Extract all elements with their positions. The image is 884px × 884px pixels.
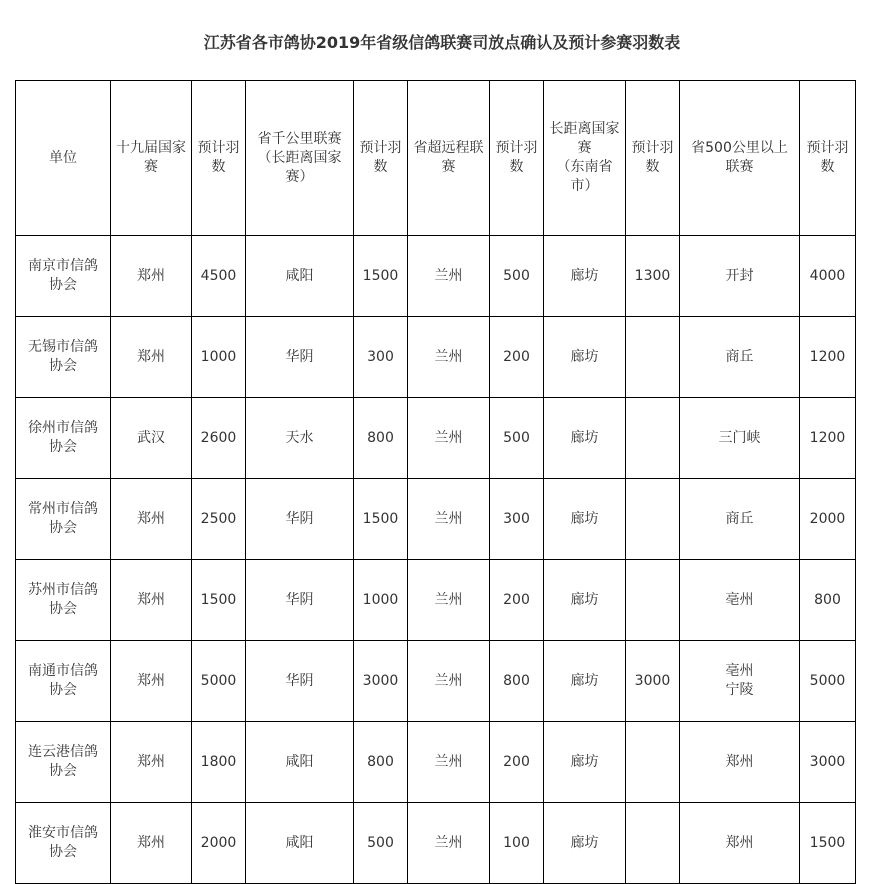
cell-ultra-long-league xyxy=(408,641,490,722)
cell-text: 赛 xyxy=(144,159,158,175)
cell-est-count-5 xyxy=(800,560,856,641)
cell-est-count-5 xyxy=(800,236,856,317)
cell-text: 开封 xyxy=(725,267,754,284)
cell-text: 郑州 xyxy=(725,753,754,770)
cell-text: 赛 xyxy=(441,159,456,175)
cell-national-race xyxy=(111,317,192,398)
cell-text: 1200 xyxy=(809,429,846,446)
cell-text: 1200 xyxy=(809,348,846,365)
cell-text: 兰州 xyxy=(434,429,463,446)
cell-text: 200 xyxy=(503,348,530,365)
cell-est-count-1 xyxy=(192,479,246,560)
cell-est-count-2 xyxy=(354,722,408,803)
cell-national-race xyxy=(111,641,192,722)
cell-ultra-long-league xyxy=(408,317,490,398)
cell-text: 预计羽 xyxy=(359,140,402,156)
cell-text: 4000 xyxy=(809,267,846,284)
cell-long-distance-se xyxy=(544,317,626,398)
table-row xyxy=(16,641,856,722)
cell-text: 南京市信鸽 xyxy=(28,258,98,274)
cell-text: 协会 xyxy=(49,358,77,374)
cell-long-distance-se xyxy=(544,398,626,479)
cell-est-count-3 xyxy=(490,803,544,884)
cell-text: 500 xyxy=(503,267,530,284)
cell-text: 800 xyxy=(367,753,394,770)
cell-text: 1500 xyxy=(200,591,237,608)
cell-text: 十九届国家 xyxy=(116,140,186,156)
cell-national-race xyxy=(111,236,192,317)
cell-text: 3000 xyxy=(362,672,399,689)
cell-ultra-long-league xyxy=(408,560,490,641)
cell-over-500km-league xyxy=(680,236,800,317)
cell-text: 协会 xyxy=(49,763,77,779)
cell-text: 300 xyxy=(503,510,530,527)
cell-ultra-long-league xyxy=(408,398,490,479)
cell-text: 兰州 xyxy=(434,510,463,527)
cell-text: 5000 xyxy=(200,672,237,689)
cell-text: 2600 xyxy=(200,429,237,446)
cell-text: 廊坊 xyxy=(570,834,599,851)
cell-ultra-long-league xyxy=(408,803,490,884)
cell-thousand-km-league xyxy=(246,641,354,722)
header-national-race xyxy=(111,81,192,236)
cell-text: 郑州 xyxy=(137,753,165,770)
cell-text: 预计羽 xyxy=(806,140,849,156)
cell-text: （长距离国家 xyxy=(257,149,342,166)
cell-ultra-long-league xyxy=(408,722,490,803)
cell-text: 咸阳 xyxy=(285,753,314,770)
cell-est-count-2 xyxy=(354,560,408,641)
cell-text: 1000 xyxy=(362,591,399,608)
cell-text: 100 xyxy=(503,834,530,851)
cell-text: 联赛 xyxy=(725,159,754,175)
cell-text: 长距离国家 xyxy=(549,121,620,137)
cell-text: 省超远程联 xyxy=(413,140,484,156)
cell-over-500km-league xyxy=(680,317,800,398)
cell-text: 1500 xyxy=(362,510,399,527)
cell-text: 数 xyxy=(645,159,660,175)
cell-est-count-3 xyxy=(490,479,544,560)
cell-text: 徐州市信鸽 xyxy=(28,420,98,436)
cell-text: 三门峡 xyxy=(718,429,761,446)
cell-text: 兰州 xyxy=(434,672,463,689)
cell-thousand-km-league xyxy=(246,722,354,803)
cell-text: 苏州市信鸽 xyxy=(28,582,98,598)
cell-text: 淮安市信鸽 xyxy=(28,825,98,841)
cell-text: 800 xyxy=(814,591,841,608)
cell-text: 商丘 xyxy=(725,348,754,365)
cell-text: 廊坊 xyxy=(570,348,599,365)
cell-unit xyxy=(16,803,111,884)
cell-est-count-2 xyxy=(354,641,408,722)
cell-est-count-3 xyxy=(490,398,544,479)
cell-text: 华阴 xyxy=(285,672,314,689)
cell-text: 连云港信鸽 xyxy=(28,744,98,760)
cell-est-count-5 xyxy=(800,803,856,884)
cell-unit xyxy=(16,641,111,722)
cell-est-count-1 xyxy=(192,398,246,479)
cell-est-count-2 xyxy=(354,803,408,884)
cell-text: 市） xyxy=(570,178,599,194)
header-thousand-km-league xyxy=(246,81,354,236)
cell-long-distance-se xyxy=(544,479,626,560)
cell-thousand-km-league xyxy=(246,317,354,398)
cell-est-count-3 xyxy=(490,560,544,641)
cell-est-count-5 xyxy=(800,479,856,560)
cell-text: 廊坊 xyxy=(570,591,599,608)
cell-text: 兰州 xyxy=(434,753,463,770)
cell-text: 商丘 xyxy=(725,510,754,527)
cell-text: 省500公里以上 xyxy=(691,140,788,156)
cell-text: 2500 xyxy=(200,510,237,527)
cell-national-race xyxy=(111,722,192,803)
cell-text: 郑州 xyxy=(725,834,754,851)
cell-text: 4500 xyxy=(200,267,237,284)
cell-long-distance-se xyxy=(544,560,626,641)
cell-text: 咸阳 xyxy=(285,267,314,284)
cell-est-count-2 xyxy=(354,398,408,479)
cell-text: 预计羽 xyxy=(197,140,240,156)
cell-est-count-1 xyxy=(192,641,246,722)
cell-est-count-1 xyxy=(192,560,246,641)
header-est-count-2 xyxy=(354,81,408,236)
cell-long-distance-se xyxy=(544,722,626,803)
header-long-distance-se xyxy=(544,81,626,236)
table-row xyxy=(16,236,856,317)
cell-est-count-2 xyxy=(354,479,408,560)
cell-est-count-4 xyxy=(626,722,680,803)
cell-text: 郑州 xyxy=(137,591,165,608)
cell-est-count-1 xyxy=(192,722,246,803)
header-est-count-3 xyxy=(490,81,544,236)
cell-est-count-3 xyxy=(490,236,544,317)
cell-thousand-km-league xyxy=(246,479,354,560)
cell-text: 1300 xyxy=(634,267,671,284)
cell-text: 3000 xyxy=(809,753,846,770)
cell-text: 无锡市信鸽 xyxy=(28,339,98,355)
cell-est-count-3 xyxy=(490,317,544,398)
cell-text: 亳州 xyxy=(725,663,754,679)
cell-text: 廊坊 xyxy=(570,267,599,284)
cell-text: 省千公里联赛 xyxy=(257,130,342,147)
cell-text: 1000 xyxy=(200,348,237,365)
cell-text: 兰州 xyxy=(434,591,463,608)
cell-text: 廊坊 xyxy=(570,429,599,446)
cell-est-count-4 xyxy=(626,803,680,884)
header-unit xyxy=(16,81,111,236)
table-row xyxy=(16,803,856,884)
cell-text: 200 xyxy=(503,591,530,608)
cell-thousand-km-league xyxy=(246,803,354,884)
cell-est-count-1 xyxy=(192,236,246,317)
header-over-500km-league xyxy=(680,81,800,236)
cell-text: 800 xyxy=(367,429,394,446)
cell-text: 郑州 xyxy=(137,510,165,527)
cell-ultra-long-league xyxy=(408,479,490,560)
cell-thousand-km-league xyxy=(246,236,354,317)
cell-over-500km-league xyxy=(680,560,800,641)
cell-long-distance-se xyxy=(544,803,626,884)
cell-over-500km-league xyxy=(680,641,800,722)
cell-est-count-4 xyxy=(626,560,680,641)
table-row xyxy=(16,560,856,641)
cell-text: 宁陵 xyxy=(725,682,754,698)
cell-text: 5000 xyxy=(809,672,846,689)
cell-text: 2000 xyxy=(809,510,846,527)
cell-national-race xyxy=(111,560,192,641)
table-row xyxy=(16,722,856,803)
cell-text: 咸阳 xyxy=(285,834,314,851)
cell-est-count-2 xyxy=(354,317,408,398)
cell-est-count-5 xyxy=(800,398,856,479)
cell-unit xyxy=(16,560,111,641)
cell-text: 协会 xyxy=(49,439,77,455)
cell-text: 郑州 xyxy=(137,672,165,689)
table-row xyxy=(16,479,856,560)
cell-unit xyxy=(16,479,111,560)
header-est-count-4 xyxy=(626,81,680,236)
cell-over-500km-league xyxy=(680,398,800,479)
cell-unit xyxy=(16,317,111,398)
cell-text: 200 xyxy=(503,753,530,770)
cell-text: 协会 xyxy=(49,844,77,860)
cell-est-count-4 xyxy=(626,317,680,398)
cell-est-count-4 xyxy=(626,479,680,560)
cell-text: 数 xyxy=(509,159,524,175)
cell-text: 常州市信鸽 xyxy=(28,501,98,517)
cell-text: 预计羽 xyxy=(495,140,538,156)
cell-text: 兰州 xyxy=(434,267,463,284)
header-est-count-5 xyxy=(800,81,856,236)
cell-est-count-5 xyxy=(800,641,856,722)
cell-text: 单位 xyxy=(49,149,77,166)
cell-national-race xyxy=(111,803,192,884)
cell-est-count-4 xyxy=(626,641,680,722)
cell-text: 天水 xyxy=(285,429,314,446)
cell-est-count-2 xyxy=(354,236,408,317)
cell-est-count-5 xyxy=(800,722,856,803)
cell-text: 1800 xyxy=(200,753,237,770)
cell-national-race xyxy=(111,398,192,479)
cell-text: 1500 xyxy=(809,834,846,851)
cell-text: 500 xyxy=(503,429,530,446)
pigeon-race-table xyxy=(15,80,856,884)
cell-long-distance-se xyxy=(544,641,626,722)
table-row xyxy=(16,317,856,398)
cell-est-count-1 xyxy=(192,803,246,884)
cell-text: 赛） xyxy=(285,168,314,185)
cell-est-count-4 xyxy=(626,236,680,317)
cell-text: （东南省 xyxy=(556,159,613,175)
cell-ultra-long-league xyxy=(408,236,490,317)
cell-text: 郑州 xyxy=(137,348,165,365)
cell-text: 赛 xyxy=(577,140,592,156)
cell-text: 郑州 xyxy=(137,834,165,851)
cell-text: 华阴 xyxy=(285,348,314,365)
cell-text: 廊坊 xyxy=(570,753,599,770)
cell-over-500km-league xyxy=(680,722,800,803)
cell-text: 亳州 xyxy=(725,591,754,608)
cell-text: 廊坊 xyxy=(570,672,599,689)
cell-over-500km-league xyxy=(680,803,800,884)
cell-text: 协会 xyxy=(49,682,77,698)
header-ultra-long-league xyxy=(408,81,490,236)
cell-est-count-3 xyxy=(490,722,544,803)
cell-unit xyxy=(16,236,111,317)
header-row xyxy=(16,81,856,236)
cell-est-count-5 xyxy=(800,317,856,398)
cell-text: 800 xyxy=(503,672,530,689)
cell-national-race xyxy=(111,479,192,560)
cell-unit xyxy=(16,722,111,803)
cell-est-count-3 xyxy=(490,641,544,722)
cell-text: 预计羽 xyxy=(631,140,674,156)
cell-thousand-km-league xyxy=(246,560,354,641)
cell-text: 协会 xyxy=(49,601,77,617)
cell-text: 兰州 xyxy=(434,348,463,365)
cell-unit xyxy=(16,398,111,479)
cell-text: 协会 xyxy=(49,520,77,536)
cell-text: 3000 xyxy=(634,672,671,689)
cell-text: 协会 xyxy=(49,277,77,293)
cell-text: 2000 xyxy=(200,834,237,851)
cell-thousand-km-league xyxy=(246,398,354,479)
cell-long-distance-se xyxy=(544,236,626,317)
cell-over-500km-league xyxy=(680,479,800,560)
table-row xyxy=(16,398,856,479)
cell-text: 廊坊 xyxy=(570,510,599,527)
cell-text: 武汉 xyxy=(137,429,165,446)
cell-est-count-4 xyxy=(626,398,680,479)
cell-text: 数 xyxy=(211,159,226,175)
cell-text: 华阴 xyxy=(285,591,314,608)
cell-text: 300 xyxy=(367,348,394,365)
cell-text: 南通市信鸽 xyxy=(28,663,98,679)
cell-text: 华阴 xyxy=(285,510,314,527)
cell-text: 数 xyxy=(820,159,835,175)
cell-text: 数 xyxy=(373,159,388,175)
page-title: 江苏省各市鸽协2019年省级信鸽联赛司放点确认及预计参赛羽数表 xyxy=(203,33,681,52)
cell-text: 兰州 xyxy=(434,834,463,851)
cell-text: 1500 xyxy=(362,267,399,284)
cell-text: 500 xyxy=(367,834,394,851)
cell-text: 郑州 xyxy=(137,267,165,284)
cell-est-count-1 xyxy=(192,317,246,398)
header-est-count-1 xyxy=(192,81,246,236)
